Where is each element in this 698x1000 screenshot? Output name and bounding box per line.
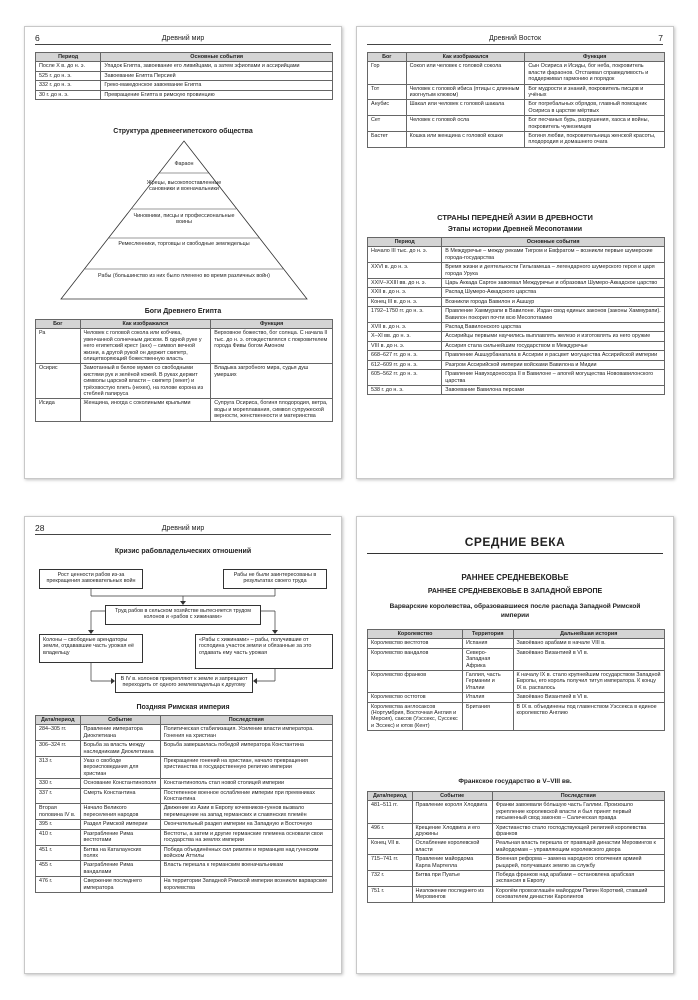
table-cell: 410 г. [36, 829, 81, 845]
table-header-row [36, 716, 333, 725]
table-cell: Конец VII в. [368, 839, 413, 855]
header-title: Древний мир [161, 525, 205, 532]
table-cell: Победа франков над арабами – остановлена арабская экспансия в Европу [492, 871, 664, 887]
table-cell: Королевства англосаксов (Нортумбрия, Восточная Англия и Мерсия), саксов (Уэссекс, Суссекс и Эссекс) и ютов (Кент) [368, 702, 463, 731]
table-row [36, 820, 333, 829]
section-title: СТРАНЫ ПЕРЕДНЕЙ АЗИИ В ДРЕВНОСТИ [437, 213, 593, 222]
table-cell: X–XI вв. до н. э. [368, 332, 442, 341]
page-6 [24, 26, 342, 479]
table-cell: Сокол или человек с головой сокола [406, 62, 525, 84]
table-cell: Реальная власть перешла от правящей династии Меровингов к майордомам – управляющим королевского двора [492, 839, 664, 855]
table-cell: VIII в. до н. э. [368, 341, 442, 350]
table-cell: Распад Шумеро-Аккадского царства [442, 288, 665, 297]
table-cell: Человек с головой ибиса (птицы с длинным изогнутым клювом) [406, 84, 525, 100]
table-row [36, 90, 333, 99]
table-row [36, 71, 333, 80]
coloni-bound-box: В IV в. колонов прикрепляют к земле и запрещают переходить от одного землевладельца к другому [115, 673, 253, 693]
table-cell: 751 г. [368, 886, 413, 902]
running-header [367, 34, 663, 45]
table-cell: Кошка или женщина с головой кошки [406, 132, 525, 148]
table-cell: Разграбление Рима вестготами [80, 829, 160, 845]
table-row [36, 804, 333, 820]
egypt-gods-table [35, 319, 333, 422]
table-cell: Битва при Пуатье [412, 871, 492, 887]
result-box-labor: Труд рабов в сельском хозяйстве вытесняется трудом колонов и «рабов с хижинами» [105, 605, 261, 625]
table-cell: 612–609 гг. до н. э. [368, 360, 442, 369]
table-cell: Супруга Осириса, богиня плодородия, ветра, воды и мореплавания, символ супружеской верности, женственности и материнства [211, 399, 333, 421]
column-header: Функция [525, 53, 665, 62]
table-row [368, 886, 665, 902]
table-cell: 715–741 гг. [368, 855, 413, 871]
chapter-rule [367, 553, 663, 554]
table-row [368, 247, 665, 263]
column-header: Период [36, 53, 101, 62]
running-header [35, 34, 331, 45]
table-cell: Смерть Константина [80, 788, 160, 804]
table-cell: Бог мудрости и знаний, покровитель писцов и учёных [525, 84, 665, 100]
table-row [368, 370, 665, 386]
table-cell: Королевство остготов [368, 693, 463, 702]
table-header-row [368, 630, 665, 639]
cause-box-no-interest: Рабы не были заинтересованы в результатах своего труда [223, 569, 327, 589]
table-row [368, 132, 665, 148]
pyramid-level-artisans: Ремесленники, торговцы и свободные земледельцы [118, 241, 250, 247]
table-cell: Завоёвано Византией в VI в. [513, 693, 664, 702]
column-header: Как изображался [80, 320, 211, 329]
table-cell: Человек с головой сокола или кобчика, увенчанной солнечным диском. В одной руке у него египетский крест (анх) – символ вечной жизни, а другой рукой он держит скипетр, олицетворяющий божественную власть [80, 329, 211, 364]
table-cell: Правление короля Хлодвига [412, 801, 492, 823]
table-row [36, 81, 333, 90]
table-cell: Галлия, часть Германии и Италии [463, 671, 513, 693]
section-title: Кризис рабовладельческих отношений [114, 548, 252, 555]
column-header: Событие [80, 716, 160, 725]
page-29 [356, 516, 674, 974]
table-cell: Правление Навуходоносора II в Вавилоне – апогей могущества Нововавилонского царства [442, 370, 665, 386]
table-cell: Ослабление королевской власти [412, 839, 492, 855]
table-cell: Военная реформа – замена народного ополчения армией рыцарей, получавших землю за службу [492, 855, 664, 871]
table-cell: Движение из Азии в Европу кочевников-гуннов вызвало перемещение на запад германских и славянских племён [160, 804, 332, 820]
table-cell: После X в. до н. э. [36, 62, 101, 71]
table-cell: 538 г. до н. э. [368, 385, 442, 394]
pyramid-level-pharaoh: Фараон [174, 161, 194, 167]
column-header: Территория [463, 630, 513, 639]
table-cell: Анубис [368, 100, 407, 116]
table-cell: 496 г. [368, 823, 413, 839]
column-header: Событие [412, 792, 492, 801]
table-cell: Исида [36, 399, 81, 421]
table-row [36, 741, 333, 757]
table-cell: Разграбление Рима вандалами [80, 861, 160, 877]
table-header-row [36, 53, 333, 62]
table-cell: Политическая стабилизация. Усиление власти императора. Гонения на христиан [160, 725, 332, 741]
table-row [368, 671, 665, 693]
table-cell: Низложение последнего из Меровингов [412, 886, 492, 902]
table-row [368, 351, 665, 360]
table-cell: В IX в. объединены под главенством Уэссекса в единое королевство Англию [513, 702, 664, 731]
frankish-state-table [367, 791, 665, 903]
table-row [368, 100, 665, 116]
table-row [36, 757, 333, 779]
column-header: Последствия [492, 792, 664, 801]
pyramid-level-priests: Жрецы, высокопоставленные сановники и военачальники [146, 180, 222, 193]
header-title: Древний мир [161, 35, 205, 42]
section-title: РАННЕЕ СРЕДНЕВЕКОВЬЕ [461, 573, 569, 582]
table-cell: Время жизни и деятельности Гильгамеша – легендарного шумерского героя и царя города Урука [442, 263, 665, 279]
table-cell: Правление Хаммурапи в Вавилоне. Издан свод единых законов (законы Хаммурапи). Вавилон покорил почти всю Месопотамию [442, 307, 665, 323]
table-cell: На территории Западной Римской империи возникли варварские королевства [160, 877, 332, 893]
table-cell: Италия [463, 693, 513, 702]
table-cell: Тот [368, 84, 407, 100]
table-row [368, 871, 665, 887]
page-7 [356, 26, 674, 479]
table-cell: Борьба за власть между наследниками Диоклетиана [80, 741, 160, 757]
table-cell: 395 г. [36, 820, 81, 829]
table-row [368, 693, 665, 702]
table-cell: Основание Константинополя [80, 779, 160, 788]
table-cell: Правление майордома Карла Мартелла [412, 855, 492, 871]
table-cell: Завоёвано арабами в начале VIII в. [513, 639, 664, 648]
table-cell: 481–511 гг. [368, 801, 413, 823]
page-number: 6 [35, 33, 40, 43]
table-cell: Завоевание Египта Персией [101, 71, 333, 80]
table-row [368, 84, 665, 100]
table-cell: Константинополь стал новой столицей империи [160, 779, 332, 788]
table-cell: Раздел Римской империи [80, 820, 160, 829]
table-title: Франкское государство в V–VIII вв. [458, 778, 572, 785]
table-row [36, 399, 333, 421]
table-cell: Свержение последнего императора [80, 877, 160, 893]
late-roman-empire-table [35, 715, 333, 893]
table-cell: Бог погребальных обрядов, главный помощник Осириса в царстве мёртвых [525, 100, 665, 116]
table-row [368, 297, 665, 306]
table-cell: Сын Осириса и Исиды, бог неба, покровитель власти фараонов. Отстаивал справедливость и поддерживал гармонию и порядок [525, 62, 665, 84]
table-row [36, 861, 333, 877]
table-cell: Битва на Каталаунских полях [80, 845, 160, 861]
table-cell: Христианство стало господствующей религией королевства франков [492, 823, 664, 839]
table-cell: 337 г. [36, 788, 81, 804]
mesopotamia-table [367, 237, 665, 395]
egypt-periods-table [35, 52, 333, 100]
coloni-box: Колоны – свободные арендаторы земли, отдававшие часть урожая её владельцу [39, 634, 143, 663]
table-cell: В Междуречье – между реками Тигром и Евфратом – возникли первые шумерские города-государства [442, 247, 665, 263]
table-cell: Ра [36, 329, 81, 364]
table-row [368, 279, 665, 288]
table-row [368, 823, 665, 839]
table-cell: 451 г. [36, 845, 81, 861]
table-row [36, 725, 333, 741]
table-cell: 332 г. до н. э. [36, 81, 101, 90]
table-row [368, 62, 665, 84]
subsection-title: Этапы истории Древней Месопотамии [447, 226, 583, 233]
table-cell: Победа объединённых сил римлян и германцев над гуннским войском Аттилы [160, 845, 332, 861]
table-cell: 476 г. [36, 877, 81, 893]
table-cell: Борьба завершилась победой императора Константина [160, 741, 332, 757]
table-cell: Богиня любви, покровительница женской красоты, плодородия и домашнего очага [525, 132, 665, 148]
subsection-title: Поздняя Римская империя [136, 704, 230, 711]
table-cell: Завоёвано Византией в VI в. [513, 648, 664, 670]
table-cell: Крещение Хлодвига и его дружины [412, 823, 492, 839]
column-header: Функция [211, 320, 333, 329]
table-cell: Испания [463, 639, 513, 648]
table-cell: Распад Вавилонского царства [442, 323, 665, 332]
table-cell: Гор [368, 62, 407, 84]
table-row [368, 307, 665, 323]
table-cell: XXVI в. до н. э. [368, 263, 442, 279]
table-row [368, 263, 665, 279]
table-row [368, 639, 665, 648]
table-cell: К началу IX в. стало крупнейшим государством Западной Европы, его король получил титул императора. К концу IX в. распалось [513, 671, 664, 693]
table-header-row [368, 238, 665, 247]
table-row [36, 788, 333, 804]
table-cell: Правление императора Диоклетиана [80, 725, 160, 741]
table-row [36, 364, 333, 399]
table-cell: Конец III в. до н. э. [368, 297, 442, 306]
egypt-gods-table-cont [367, 52, 665, 148]
table-cell: Бастет [368, 132, 407, 148]
table-cell: 525 г. до н. э. [36, 71, 101, 80]
table-row [368, 332, 665, 341]
column-header: Последствия [160, 716, 332, 725]
table-cell: Шакал или человек с головой шакала [406, 100, 525, 116]
table-cell: 732 г. [368, 871, 413, 887]
page-28 [24, 516, 342, 974]
table-row [368, 855, 665, 871]
table-cell: Верховное божество, бог солнца. С начала II тыс. до н. э. отождествлялся с покровителем города Фивы богом Амоном [211, 329, 333, 364]
table-cell: Царь Аккада Саргон завоевал Междуречье и образовал Шумеро-Аккадское царство [442, 279, 665, 288]
table-cell: 30 г. до н. э. [36, 90, 101, 99]
column-header: Как изображался [406, 53, 525, 62]
table-cell: Королевство франков [368, 671, 463, 693]
column-header: Королевство [368, 630, 463, 639]
table-cell: XVII в. до н. э. [368, 323, 442, 332]
table-row [368, 839, 665, 855]
table-cell: Начало Великого переселения народов [80, 804, 160, 820]
table-cell: Указ о свободе вероисповедания для христиан [80, 757, 160, 779]
table-cell: Возникли города Вавилон и Ашшур [442, 297, 665, 306]
table-cell: Прекращение гонений на христиан, начало превращения христианства в государственную религию империи [160, 757, 332, 779]
section-title: Боги Древнего Египта [144, 308, 222, 315]
table-cell: Осирис [36, 364, 81, 399]
barbarian-kingdoms-table [367, 629, 665, 731]
table-cell: Завоевание Вавилона персами [442, 385, 665, 394]
table-cell: Королевство вестготов [368, 639, 463, 648]
table-cell: 284–305 гг. [36, 725, 81, 741]
table-row [368, 801, 665, 823]
subsection-title: РАННЕЕ СРЕДНЕВЕКОВЬЕ В ЗАПАДНОЙ ЕВРОПЕ [427, 588, 603, 595]
chapter-title: СРЕДНИЕ ВЕКА [464, 535, 566, 549]
table-header-row [36, 320, 333, 329]
table-row [368, 116, 665, 132]
table-row [36, 329, 333, 364]
column-header: Бог [368, 53, 407, 62]
section-title: Структура древнеегипетского общества [113, 128, 253, 135]
table-cell: 313 г. [36, 757, 81, 779]
table-row [368, 288, 665, 297]
table-row [36, 845, 333, 861]
table-cell: Начало III тыс. до н. э. [368, 247, 442, 263]
page-number: 7 [658, 33, 663, 43]
table-title: Варварские королевства, образовавшиеся после распада Западной Римской империи [389, 603, 641, 619]
table-cell: Франки завоевали бо́льшую часть Галлии. Произошло укрепление королевской власти и был принят первый письменный свод законов – Салическая правда [492, 801, 664, 823]
column-header: Основные события [101, 53, 333, 62]
table-cell: Окончательный раздел империи на Западную и Восточную [160, 820, 332, 829]
table-row [36, 62, 333, 71]
column-header: Дальнейшая история [513, 630, 664, 639]
table-row [36, 877, 333, 893]
table-cell: Сет [368, 116, 407, 132]
cause-box-slave-value: Рост ценности рабов из-за прекращения завоевательных войн [39, 569, 143, 589]
table-cell: Превращение Египта в римскую провинцию [101, 90, 333, 99]
table-cell: Правление Ашшурбанапала в Ассирии и расцвет могущества Ассирийской империи [442, 351, 665, 360]
table-cell: Постепенное военное ослабление империи при преемниках Константина [160, 788, 332, 804]
table-cell: 455 г. [36, 861, 81, 877]
hut-slaves-box: «Рабы с хижинами» – рабы, получившие от господина участок земли и обязанные за это отдавать ему часть урожая [195, 634, 333, 669]
table-cell: Королевство вандалов [368, 648, 463, 670]
table-cell: Королём провозглашён майордом Пипин Короткий, ставший основателем династии Каролингов [492, 886, 664, 902]
table-header-row [368, 792, 665, 801]
table-cell: 306–324 гг. [36, 741, 81, 757]
table-row [368, 648, 665, 670]
table-row [368, 341, 665, 350]
table-cell: XXIV–XXIII вв. до н. э. [368, 279, 442, 288]
table-cell: 605–562 гг. до н. э. [368, 370, 442, 386]
pyramid-level-officials: Чиновники, писцы и профессиональные воины [133, 213, 235, 226]
table-cell: 668–627 гг. до н. э. [368, 351, 442, 360]
column-header: Дата/период [36, 716, 81, 725]
table-cell: Вторая половина IV в. [36, 804, 81, 820]
table-row [368, 385, 665, 394]
table-cell: Упадок Египта, завоевание его ливийцами, а затем эфиопами и ассирийцами [101, 62, 333, 71]
table-cell: 330 г. [36, 779, 81, 788]
pyramid-level-slaves: Рабы (большинство из них было пленено во время различных войн) [98, 273, 270, 279]
column-header: Дата/период [368, 792, 413, 801]
table-cell: Вестготы, а затем и другие германские племена основали свои государства на землях империи [160, 829, 332, 845]
table-cell: Женщина, иногда с соколиными крыльями [80, 399, 211, 421]
table-row [368, 323, 665, 332]
table-cell: XXII в. до н. э. [368, 288, 442, 297]
table-cell: 1792–1750 гг. до н. э. [368, 307, 442, 323]
table-cell: Власть перешла к германским военачальникам [160, 861, 332, 877]
table-row [36, 779, 333, 788]
table-cell: Ассирийцы первыми научились выплавлять железо и изготовлять из него оружие [442, 332, 665, 341]
table-row [368, 702, 665, 731]
table-cell: Греко-македонское завоевание Египта [101, 81, 333, 90]
table-cell: Владыка загробного мира, судья душ умерших [211, 364, 333, 399]
header-title: Древний Восток [488, 35, 542, 42]
table-row [368, 360, 665, 369]
table-cell: Человек с головой осла [406, 116, 525, 132]
table-header-row [368, 53, 665, 62]
column-header: Период [368, 238, 442, 247]
table-cell: Ассирия стала сильнейшим государством в Междуречье [442, 341, 665, 350]
column-header: Бог [36, 320, 81, 329]
table-cell: Бог песчаных бурь, разрушения, хаоса и войны, покровитель чужеземцев [525, 116, 665, 132]
page-number: 28 [35, 523, 45, 533]
table-cell: Северо-Западная Африка [463, 648, 513, 670]
table-cell: Разгром Ассирийской империи войсками Вавилона и Мидии [442, 360, 665, 369]
table-cell: Замотанный в белое мумия со свободными кистями рук и зелёной кожей. В руках держит символы царской власти – скипетр (хекет) и трёххвостую плеть (нехех), на голове корона из стеблей папируса [80, 364, 211, 399]
table-cell: Британия [463, 702, 513, 731]
table-row [36, 829, 333, 845]
column-header: Основные события [442, 238, 665, 247]
